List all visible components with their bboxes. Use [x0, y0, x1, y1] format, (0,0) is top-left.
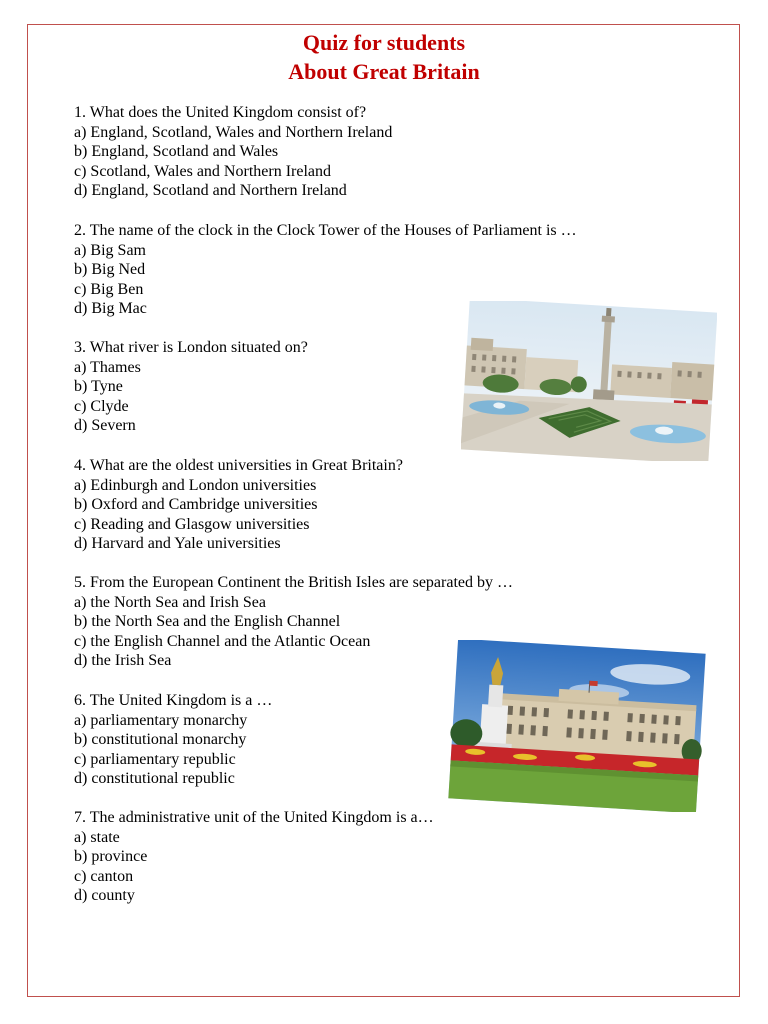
answer-option: c) Scotland, Wales and Northern Ireland [74, 162, 331, 180]
question-text: 2. The name of the clock in the Clock Tower of the Houses of Parliament is … [74, 222, 577, 239]
answer-option: d) Harvard and Yale universities [74, 535, 281, 553]
answer-option: a) England, Scotland, Wales and Northern Ireland [74, 123, 393, 141]
answer-option: d) Severn [74, 417, 136, 435]
answer-option: b) Oxford and Cambridge universities [74, 496, 318, 514]
answer-option: c) the English Channel and the Atlantic Ocean [74, 632, 371, 650]
answer-option: a) Big Sam [74, 241, 146, 259]
question-1 [74, 103, 392, 201]
answer-option: d) England, Scotland and Northern Ireland [74, 182, 347, 200]
answer-option: a) parliamentary monarchy [74, 711, 248, 729]
question-text: 6. The United Kingdom is a … [74, 692, 273, 709]
answer-option: c) Reading and Glasgow universities [74, 515, 310, 533]
answer-option: b) province [74, 848, 148, 866]
answer-option: b) Tyne [74, 378, 123, 396]
question-6 [74, 691, 272, 789]
answer-option: c) Clyde [74, 397, 129, 415]
quiz-subtitle: About Great Britain [288, 59, 480, 84]
answer-option: d) Big Mac [74, 300, 147, 318]
palace-photo [447, 640, 707, 812]
question-text: 3. What river is London situated on? [74, 339, 308, 356]
question-text: 1. What does the United Kingdom consist of? [74, 104, 367, 121]
question-text: 4. What are the oldest universities in Great Britain? [74, 457, 403, 474]
question-text: 7. The administrative unit of the United Kingdom is a… [74, 809, 434, 826]
answer-option: b) England, Scotland and Wales [74, 143, 279, 161]
question-text: 5. From the European Continent the British Isles are separated by … [74, 574, 514, 591]
answer-option: b) constitutional monarchy [74, 731, 247, 749]
answer-option: d) the Irish Sea [74, 652, 172, 670]
question-4 [74, 456, 403, 554]
answer-option: a) Edinburgh and London universities [74, 476, 317, 494]
quiz-title: Quiz for students [302, 30, 466, 55]
answer-option: b) the North Sea and the English Channel [74, 613, 341, 631]
answer-option: a) state [74, 828, 120, 846]
answer-option: d) constitutional republic [74, 770, 235, 788]
answer-option: c) Big Ben [74, 280, 144, 298]
question-3 [74, 338, 308, 436]
answer-option: a) the North Sea and Irish Sea [74, 593, 266, 611]
answer-option: b) Big Ned [74, 261, 146, 279]
square-photo [461, 301, 717, 461]
question-7 [74, 808, 434, 906]
answer-option: c) canton [74, 867, 134, 885]
answer-option: c) parliamentary republic [74, 750, 236, 768]
answer-option: a) Thames [74, 358, 141, 376]
answer-option: d) county [74, 887, 135, 905]
